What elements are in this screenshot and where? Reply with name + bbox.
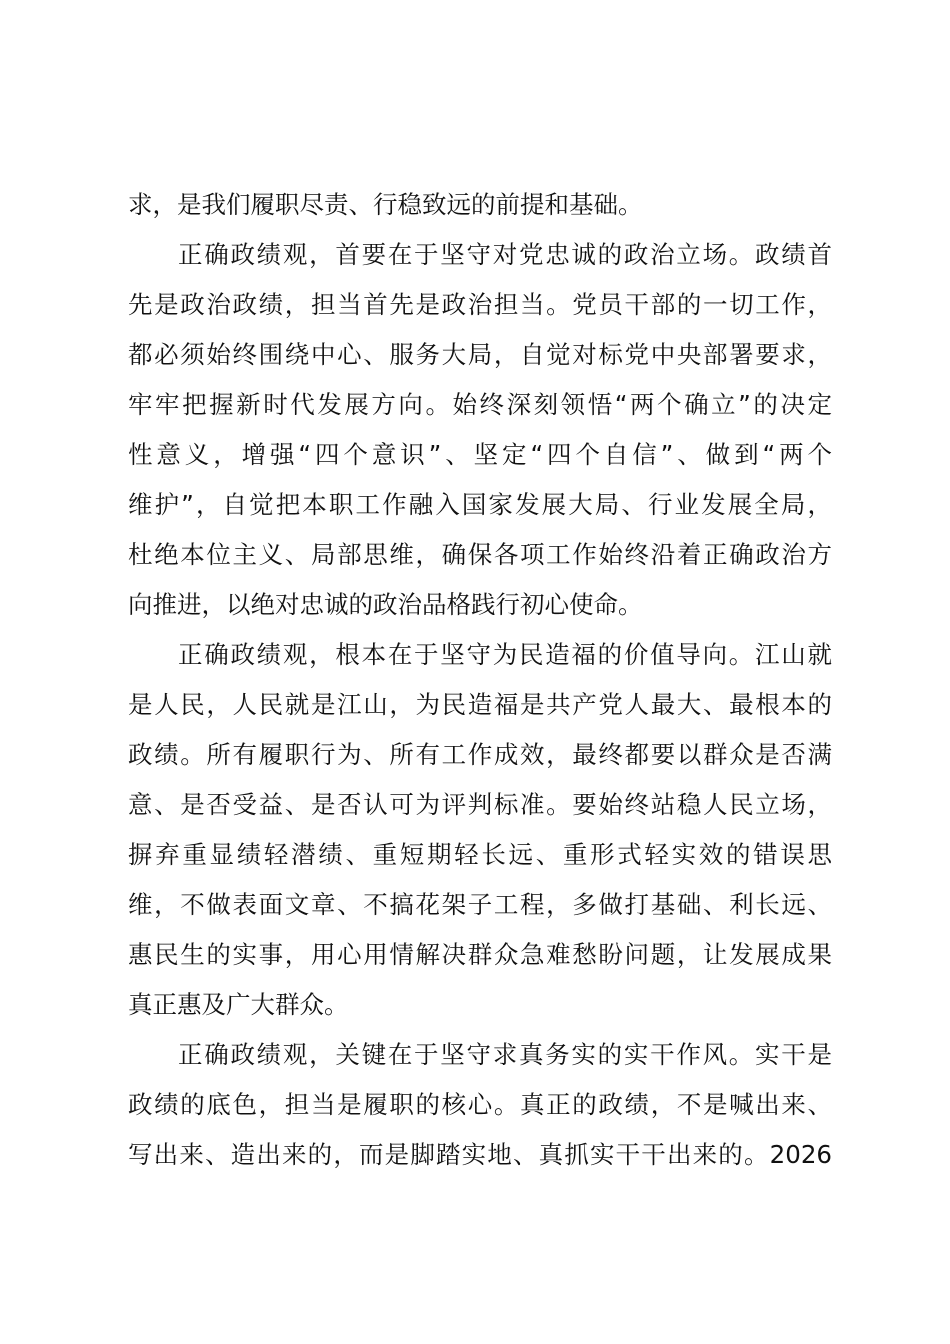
text-line: 政绩的底色，担当是履职的核心。真正的政绩，不是喊出来、 bbox=[128, 1090, 832, 1119]
text-line: 维，不做表面文章、不搞花架子工程，多做打基础、利长远、 bbox=[128, 890, 832, 919]
text-line: 求，是我们履职尽责、行稳致远的前提和基础。 bbox=[128, 190, 643, 219]
text-line: 惠民生的实事，用心用情解决群众急难愁盼问题，让发展成果 bbox=[128, 940, 832, 969]
text-line: 都必须始终围绕中心、服务大局，自觉对标党中央部署要求， bbox=[128, 340, 832, 369]
paragraph-first-line: 正确政绩观，根本在于坚守为民造福的价值导向。江山就 bbox=[178, 640, 832, 669]
paragraph-first-line: 正确政绩观，首要在于坚守对党忠诚的政治立场。政绩首 bbox=[178, 240, 832, 269]
text-line: 摒弃重显绩轻潜绩、重短期轻长远、重形式轻实效的错误思 bbox=[128, 840, 832, 869]
text-line: 杜绝本位主义、局部思维，确保各项工作始终沿着正确政治方 bbox=[128, 540, 832, 569]
text-line: 性意义，增强“四个意识”、坚定“四个自信”、做到“两个 bbox=[128, 440, 832, 469]
text-line: 真正惠及广大群众。 bbox=[128, 990, 349, 1019]
text-line: 是人民，人民就是江山，为民造福是共产党人最大、最根本的 bbox=[128, 690, 832, 719]
text-line: 维护”，自觉把本职工作融入国家发展大局、行业发展全局， bbox=[128, 490, 832, 519]
text-line: 政绩。所有履职行为、所有工作成效，最终都要以群众是否满 bbox=[128, 740, 832, 769]
text-line: 向推进，以绝对忠诚的政治品格践行初心使命。 bbox=[128, 590, 643, 619]
paragraph-first-line: 正确政绩观，关键在于坚守求真务实的实干作风。实干是 bbox=[178, 1040, 832, 1069]
text-line: 意、是否受益、是否认可为评判标准。要始终站稳人民立场， bbox=[128, 790, 832, 819]
text-line: 写出来、造出来的，而是脚踏实地、真抓实干干出来的。2026 bbox=[128, 1140, 832, 1169]
text-line: 牢牢把握新时代发展方向。始终深刻领悟“两个确立”的决定 bbox=[128, 390, 832, 419]
text-line: 先是政治政绩，担当首先是政治担当。党员干部的一切工作， bbox=[128, 290, 832, 319]
